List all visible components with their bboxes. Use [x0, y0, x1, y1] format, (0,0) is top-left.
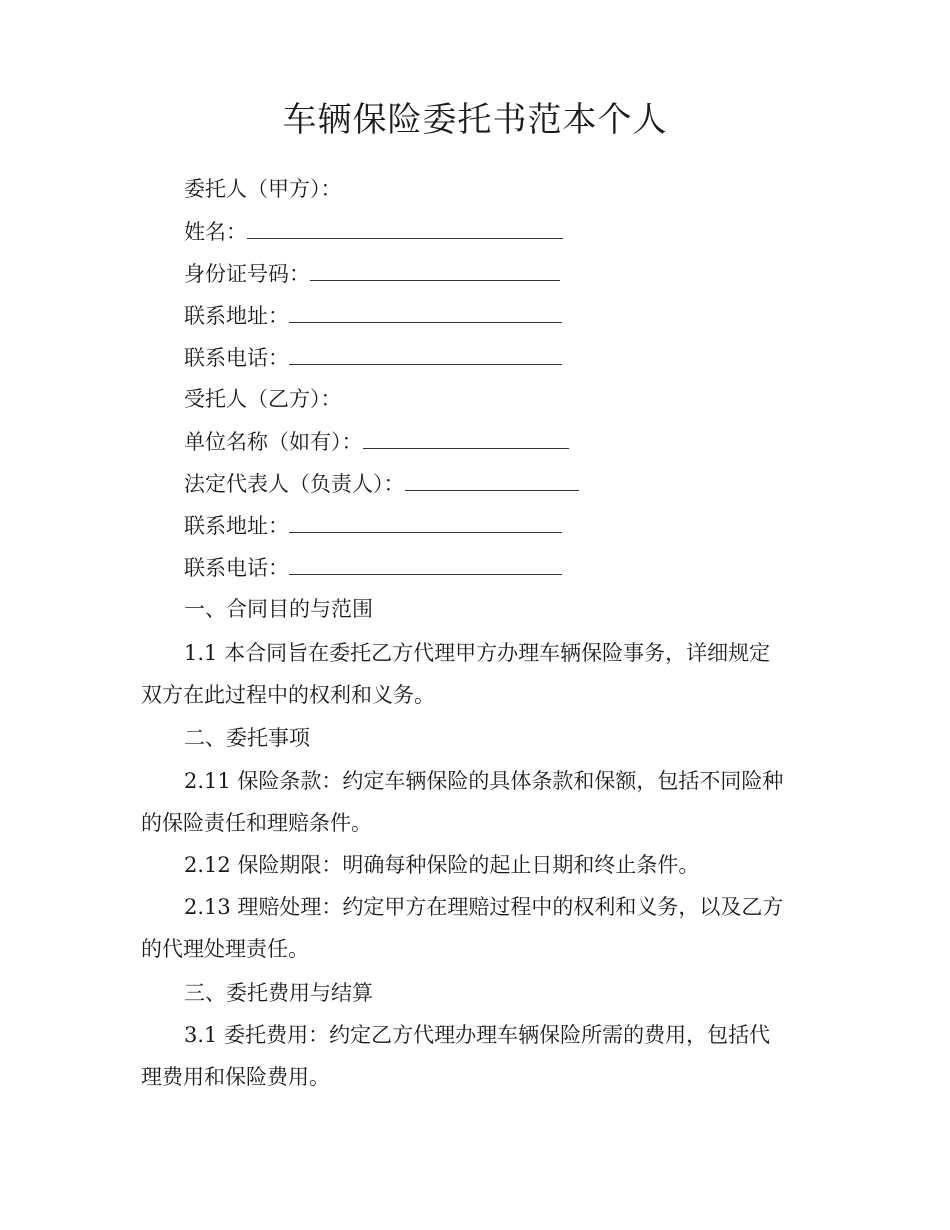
section-1-para-1-line-1: 1.1 本合同旨在委托乙方代理甲方办理车辆保险事务，详细规定	[184, 641, 771, 665]
section-1-para-1-line-2: 双方在此过程中的权利和义务。	[141, 683, 435, 707]
section-2-heading: 二、委托事项	[184, 726, 310, 750]
party-b-address-row	[184, 510, 562, 541]
party-b-address-blank	[289, 510, 562, 533]
section-2-para-11-line-2: 的保险责任和理赔条件。	[141, 811, 372, 835]
party-a-id-label: 身份证号码：	[184, 262, 310, 286]
party-a-address-label: 联系地址：	[184, 304, 289, 328]
party-a-name-blank	[247, 216, 563, 239]
party-a-phone-blank	[289, 342, 562, 365]
party-a-phone-row	[184, 342, 562, 373]
party-b-rep-row	[184, 468, 579, 499]
party-b-rep-label: 法定代表人（负责人）：	[184, 472, 405, 496]
party-a-id-row	[184, 258, 560, 289]
section-2-para-13-line-1: 2.13 理赔处理：约定甲方在理赔过程中的权利和义务，以及乙方	[184, 895, 784, 919]
party-a-heading-text: 委托人（甲方）：	[184, 177, 342, 201]
section-2-para-11-line-1: 2.11 保险条款：约定车辆保险的具体条款和保额，包括不同险种	[184, 769, 784, 793]
section-1-heading: 一、合同目的与范围	[184, 597, 373, 621]
section-2-para-13-line-2: 的代理处理责任。	[141, 937, 309, 961]
document-title: 车辆保险委托书范本个人	[282, 100, 668, 140]
party-a-address-blank	[289, 300, 562, 323]
party-b-rep-blank	[405, 468, 579, 491]
section-2-para-12-line-1: 2.12 保险期限：明确每种保险的起止日期和终止条件。	[184, 853, 700, 877]
section-3-heading: 三、委托费用与结算	[184, 981, 373, 1005]
party-b-org-label: 单位名称（如有）：	[184, 430, 363, 454]
party-a-address-row	[184, 300, 562, 331]
party-a-id-blank	[310, 258, 560, 281]
party-b-phone-label: 联系电话：	[184, 556, 289, 580]
party-b-org-blank	[363, 426, 569, 449]
party-b-heading-text: 受托人（乙方）：	[184, 387, 342, 411]
party-a-name-row	[184, 216, 563, 247]
party-b-phone-row	[184, 552, 562, 583]
party-b-org-row	[184, 426, 569, 457]
party-b-heading	[184, 384, 342, 414]
party-a-heading	[184, 174, 342, 204]
party-a-phone-label: 联系电话：	[184, 346, 289, 370]
party-b-phone-blank	[289, 552, 562, 575]
section-3-para-1-line-1: 3.1 委托费用：约定乙方代理办理车辆保险所需的费用，包括代	[184, 1023, 771, 1047]
section-3-para-1-line-2: 理费用和保险费用。	[141, 1065, 330, 1089]
party-a-name-label: 姓名：	[184, 220, 247, 244]
party-b-address-label: 联系地址：	[184, 514, 289, 538]
